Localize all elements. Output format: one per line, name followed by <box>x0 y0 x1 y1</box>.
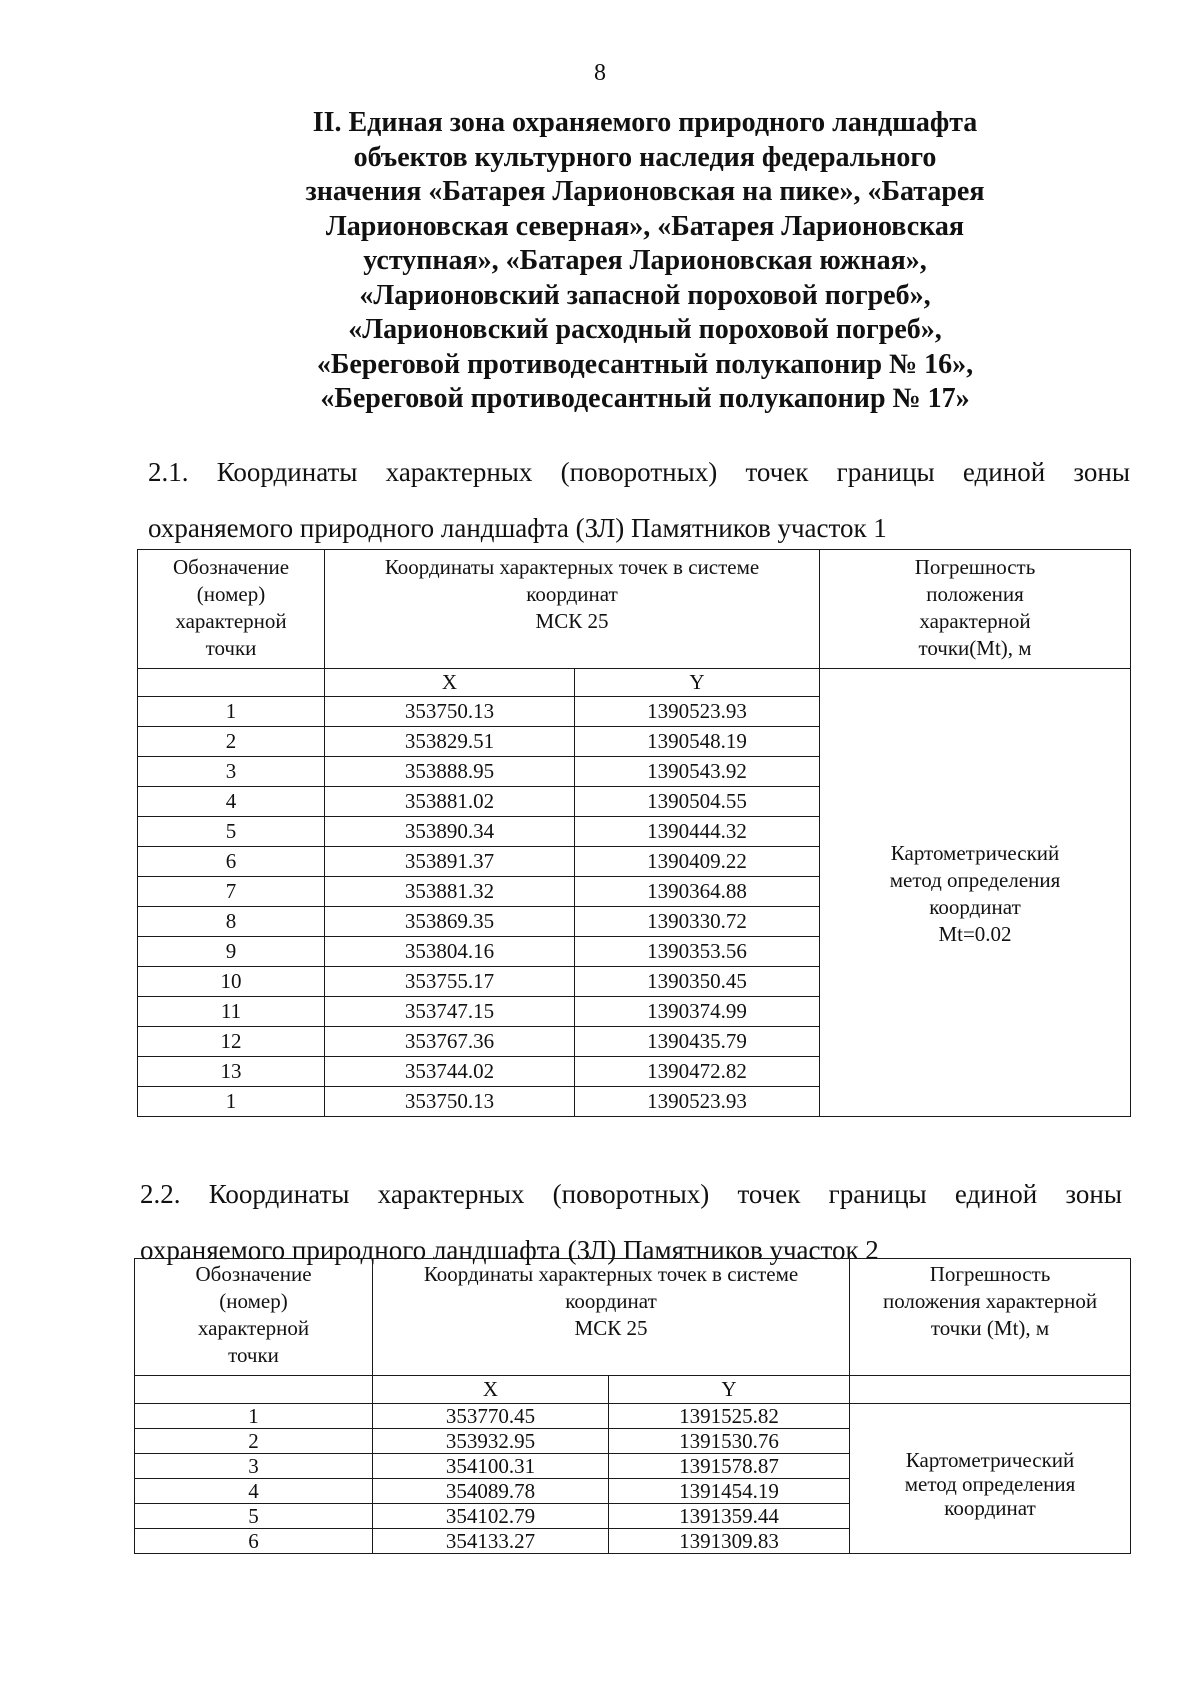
y-coordinate-cell: 1391578.87 <box>609 1454 850 1479</box>
section-title <box>250 106 1040 417</box>
point-number-header <box>135 1259 373 1376</box>
empty-subheader-cell <box>850 1376 1131 1404</box>
x-coordinate-cell: 353750.13 <box>325 697 575 727</box>
title-line: «Береговой противодесантный полукапонир № 17» <box>320 383 970 414</box>
title-line: «Ларионовский расходный пороховой погреб», <box>348 314 942 345</box>
x-coordinate-cell: 353829.51 <box>325 727 575 757</box>
note-line: метод определения <box>889 867 1061 892</box>
x-coordinate-cell: 353767.36 <box>325 1027 575 1057</box>
point-number-cell: 3 <box>138 757 325 787</box>
header-line: координат <box>565 1289 657 1313</box>
title-line: объектов культурного наследия федерального <box>353 141 937 173</box>
x-coordinate-cell: 353770.45 <box>373 1404 609 1429</box>
header-line: Координаты характерных точек в системе <box>423 1262 799 1286</box>
point-number-cell: 13 <box>138 1057 325 1087</box>
point-number-cell: 7 <box>138 877 325 907</box>
note-line: метод определения <box>904 1471 1076 1496</box>
y-coordinate-cell: 1390409.22 <box>575 847 820 877</box>
y-coordinate-cell: 1391454.19 <box>609 1479 850 1504</box>
point-number-cell: 5 <box>135 1504 373 1529</box>
point-number-cell: 8 <box>138 907 325 937</box>
header-line: Обозначение <box>195 1262 312 1286</box>
error-method-note <box>820 669 1131 1117</box>
header-line: Погрешность <box>929 1262 1051 1286</box>
y-coordinate-cell: 1390504.55 <box>575 787 820 817</box>
y-coordinate-cell: 1390374.99 <box>575 997 820 1027</box>
point-number-cell: 11 <box>138 997 325 1027</box>
header-line: Координаты характерных точек в системе <box>384 555 760 579</box>
section-1-heading-line-1: 2.1. Координаты характерных (поворотных) точек границы единой зоны <box>148 457 1130 487</box>
point-number-cell: 10 <box>138 967 325 997</box>
y-coordinate-cell: 1390353.56 <box>575 937 820 967</box>
point-number-cell: 6 <box>138 847 325 877</box>
x-coordinate-cell: 354100.31 <box>373 1454 609 1479</box>
y-coordinate-cell: 1390444.32 <box>575 817 820 847</box>
y-coordinate-cell: 1390330.72 <box>575 907 820 937</box>
y-coordinate-cell: 1390435.79 <box>575 1027 820 1057</box>
y-column-header: Y <box>575 669 820 697</box>
error-header <box>820 550 1131 669</box>
header-line: МСК 25 <box>574 1316 648 1340</box>
y-coordinate-cell: 1391309.83 <box>609 1529 850 1554</box>
header-line: Погрешность <box>914 555 1036 579</box>
x-coordinate-cell: 354089.78 <box>373 1479 609 1504</box>
point-number-cell: 1 <box>138 697 325 727</box>
x-coordinate-cell: 353869.35 <box>325 907 575 937</box>
x-coordinate-cell: 353804.16 <box>325 937 575 967</box>
point-number-cell: 3 <box>135 1454 373 1479</box>
header-line: характерной <box>919 609 1031 633</box>
point-number-cell: 2 <box>135 1429 373 1454</box>
y-coordinate-cell: 1391525.82 <box>609 1404 850 1429</box>
y-coordinate-cell: 1390350.45 <box>575 967 820 997</box>
section-1-heading <box>148 444 1130 556</box>
header-line: (номер) <box>219 1289 288 1313</box>
title-line: «Ларионовский запасной пороховой погреб», <box>359 279 931 311</box>
section-2-heading-line-1: 2.2. Координаты характерных (поворотных) точек границы единой зоны <box>140 1179 1122 1209</box>
y-coordinate-cell: 1390472.82 <box>575 1057 820 1087</box>
point-number-cell: 1 <box>135 1404 373 1429</box>
title-line: II. Единая зона охраняемого природного ландшафта <box>312 107 978 138</box>
x-coordinate-cell: 353750.13 <box>325 1087 575 1117</box>
y-coordinate-cell: 1391530.76 <box>609 1429 850 1454</box>
y-coordinate-cell: 1390523.93 <box>575 697 820 727</box>
x-coordinate-cell: 353890.34 <box>325 817 575 847</box>
note-line: Картометрический <box>905 1447 1075 1472</box>
error-method-note <box>850 1404 1131 1554</box>
header-line: точки(Mt), м <box>918 636 1032 660</box>
header-line: характерной <box>175 609 287 633</box>
page-number: 8 <box>594 60 606 86</box>
empty-subheader-cell <box>135 1376 373 1404</box>
x-column-header: X <box>325 669 575 697</box>
header-line: характерной <box>197 1316 310 1340</box>
point-number-cell: 1 <box>138 1087 325 1117</box>
x-coordinate-cell: 354102.79 <box>373 1504 609 1529</box>
title-line: Ларионовская северная», «Батарея Ларионовская <box>325 210 965 242</box>
error-header <box>850 1259 1131 1376</box>
x-coordinate-cell: 353888.95 <box>325 757 575 787</box>
section-2-heading-line-2: охраняемого природного ландшафта (ЗЛ) Памятников участок 2 <box>140 1235 879 1265</box>
point-number-cell: 4 <box>138 787 325 817</box>
note-line: Картометрический <box>890 840 1060 865</box>
header-line: Обозначение <box>172 555 290 579</box>
x-coordinate-cell: 353755.17 <box>325 967 575 997</box>
point-number-cell: 9 <box>138 937 325 967</box>
note-line: координат <box>944 1495 1036 1520</box>
section-1-heading-line-2: охраняемого природного ландшафта (ЗЛ) Памятников участок 1 <box>148 513 887 543</box>
y-coordinate-cell: 1391359.44 <box>609 1504 850 1529</box>
point-number-cell: 4 <box>135 1479 373 1504</box>
header-line: точки <box>205 636 257 660</box>
coordinates-header <box>325 550 820 669</box>
x-coordinate-cell: 353891.37 <box>325 847 575 877</box>
point-number-header <box>138 550 325 669</box>
note-line: координат <box>929 894 1021 919</box>
y-coordinate-cell: 1390523.93 <box>575 1087 820 1117</box>
y-coordinate-cell: 1390548.19 <box>575 727 820 757</box>
title-line: «Береговой противодесантный полукапонир № 16», <box>316 348 974 380</box>
point-number-cell: 2 <box>138 727 325 757</box>
header-line: положения <box>926 582 1024 606</box>
header-line: точки <box>228 1343 279 1367</box>
point-number-cell: 5 <box>138 817 325 847</box>
point-number-cell: 6 <box>135 1529 373 1554</box>
header-line: положения характерной <box>882 1289 1098 1313</box>
table-row <box>135 1404 1131 1429</box>
point-number-cell: 12 <box>138 1027 325 1057</box>
header-line: МСК 25 <box>535 609 609 633</box>
empty-subheader-cell <box>138 669 325 697</box>
x-coordinate-cell: 353932.95 <box>373 1429 609 1454</box>
x-coordinate-cell: 353747.15 <box>325 997 575 1027</box>
y-column-header: Y <box>609 1376 850 1404</box>
y-coordinate-cell: 1390543.92 <box>575 757 820 787</box>
x-coordinate-cell: 354133.27 <box>373 1529 609 1554</box>
x-column-header: X <box>373 1376 609 1404</box>
coordinates-table-plot-1 <box>137 549 1131 1117</box>
coordinates-header <box>373 1259 850 1376</box>
note-line: Mt=0.02 <box>938 921 1012 946</box>
header-line: точки (Mt), м <box>930 1316 1050 1340</box>
title-line: значения «Батарея Ларионовская на пике», «Батарея <box>305 176 985 207</box>
coordinates-table-plot-2 <box>134 1258 1131 1554</box>
x-coordinate-cell: 353881.02 <box>325 787 575 817</box>
header-line: координат <box>526 582 618 606</box>
x-coordinate-cell: 353881.32 <box>325 877 575 907</box>
x-coordinate-cell: 353744.02 <box>325 1057 575 1087</box>
y-coordinate-cell: 1390364.88 <box>575 877 820 907</box>
title-line: уступная», «Батарея Ларионовская южная», <box>363 245 927 276</box>
header-line: (номер) <box>196 582 266 606</box>
